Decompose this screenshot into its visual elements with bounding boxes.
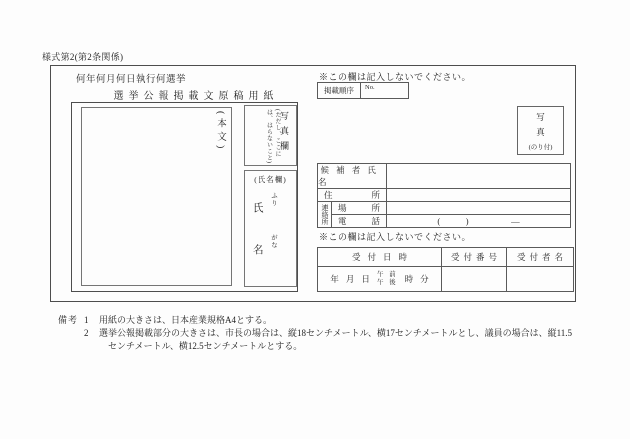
minute-label: 分 — [420, 274, 429, 284]
address-label-first: 住 — [324, 190, 333, 200]
contact-place-label-second: 所 — [371, 203, 380, 213]
body-text-box — [81, 107, 232, 286]
photo-column-note: (ただし、ここには、はらないこと) — [265, 109, 280, 164]
remark-item-2 — [84, 327, 577, 353]
reception-table — [317, 247, 574, 292]
contact-place-field — [387, 202, 570, 215]
address-label-second: 所 — [371, 190, 380, 200]
style-number-label: 様式第2(第2条関係) — [42, 52, 124, 62]
remark-2-text: 選挙公報掲載部分の大きさは、市長の場合は、縦18センチメートル、横17センチメートルとし、議員の場合は、縦11.5センチメートル、横12.5センチメートルとする。 — [99, 327, 572, 351]
reception-number-header: 受付番号 — [442, 248, 507, 267]
photo-paste-line2: 真 — [536, 127, 545, 137]
publication-order-label: 掲載順序 — [318, 83, 361, 98]
photo-paste-line1: 写 — [536, 111, 545, 122]
hour-label: 時 — [404, 274, 414, 284]
photo-column-label: 写真欄 — [279, 111, 289, 156]
contact-phone-label — [332, 215, 387, 227]
reception-datetime-header: 受付日時 — [318, 248, 442, 267]
name-column-box — [244, 170, 297, 287]
remarks-label: 備考 — [58, 315, 79, 325]
year-label: 年 — [330, 274, 339, 284]
contact-office-label-cell — [318, 202, 332, 227]
contact-phone-label-first: 電 — [338, 216, 347, 226]
remark-1-text: 用紙の大きさは、日本産業規格A4とする。 — [99, 315, 273, 325]
remarks-items — [84, 314, 577, 352]
form-outer-frame — [50, 65, 576, 302]
candidate-name-field — [387, 164, 570, 189]
contact-place-label-first: 場 — [338, 203, 347, 213]
name-label-mei: 名 — [253, 245, 264, 256]
reception-datetime-cell — [318, 267, 442, 291]
reception-staff-header: 受付者名 — [507, 248, 573, 267]
photo-column-box — [244, 105, 297, 166]
address-label — [318, 189, 387, 202]
address-field — [387, 189, 570, 202]
remark-2-number: 2 — [84, 327, 89, 338]
publication-order-table — [317, 82, 409, 99]
candidate-name-label: 候 補 者 氏 名 — [318, 164, 387, 189]
pm-label: 午 後 — [376, 279, 398, 286]
candidate-info-table — [317, 163, 571, 228]
photo-paste-box — [517, 106, 564, 155]
contact-office-label: 連絡所 — [321, 204, 329, 225]
furigana-label-1: ふり — [270, 192, 277, 207]
am-pm-label — [377, 271, 398, 287]
do-not-fill-note-bottom: ※この欄は記入しないでください。 — [319, 232, 472, 242]
election-title: 何年何月何日執行何選挙 — [76, 75, 187, 85]
name-label-shi: 氏 — [253, 203, 264, 214]
remark-item-1 — [84, 314, 577, 327]
name-column-header: (氏名欄) — [254, 175, 287, 184]
remark-1-number: 1 — [84, 315, 89, 325]
publication-order-value: No. — [365, 84, 375, 91]
manuscript-frame — [71, 102, 298, 292]
reception-staff-field — [507, 267, 573, 291]
remarks-section — [58, 314, 577, 352]
contact-place-label — [332, 202, 387, 215]
body-text-label: (本文) — [215, 111, 225, 153]
do-not-fill-note-top: ※この欄は記入しないでください。 — [319, 72, 472, 82]
reception-number-field — [442, 267, 507, 291]
furigana-label-2: がな — [270, 234, 277, 249]
contact-phone-field: ( ) ― — [437, 216, 520, 226]
photo-paste-line3: (のり付) — [528, 143, 553, 151]
day-label: 日 — [361, 274, 370, 284]
month-label: 月 — [345, 274, 355, 284]
form-title: 選挙公報掲載文原稿用紙 — [113, 91, 279, 102]
contact-phone-label-second: 話 — [371, 216, 380, 226]
am-label: 午 前 — [376, 271, 398, 278]
